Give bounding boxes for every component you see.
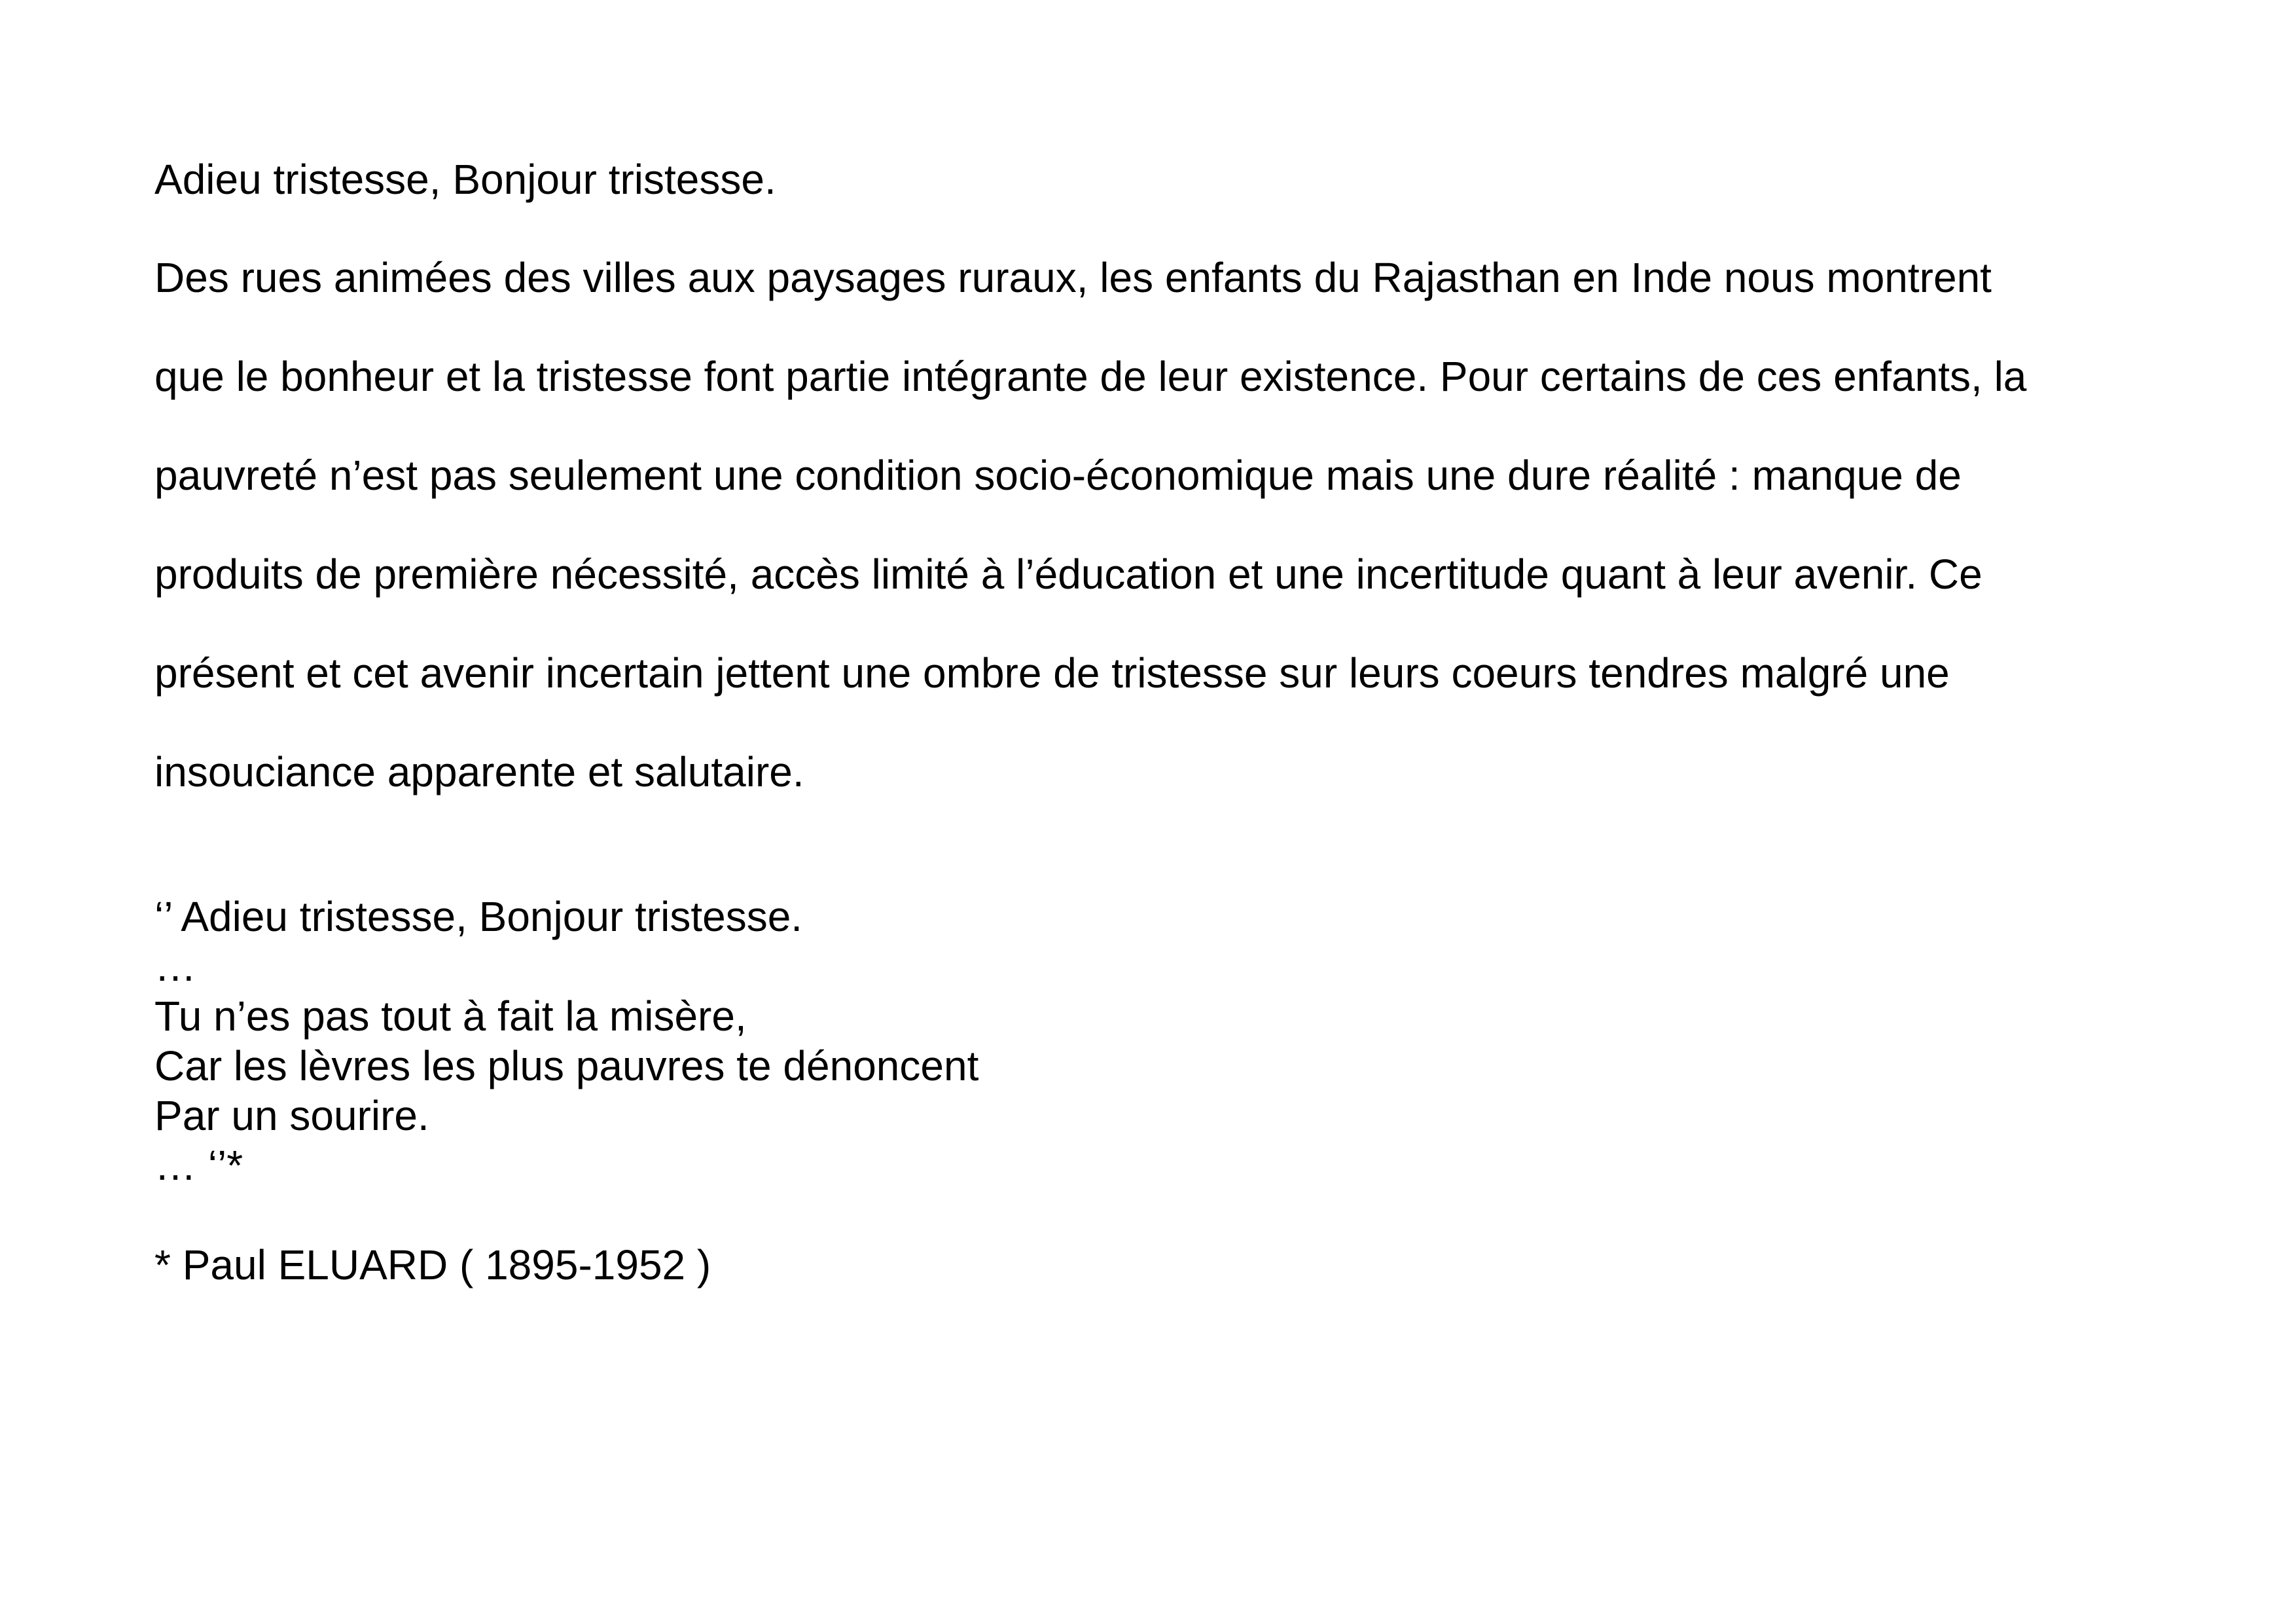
body-line: présent et cet avenir incertain jettent une ombre de tristesse sur leurs coeurs tendres malgré une [154, 649, 1950, 697]
body-line: que le bonheur et la tristesse font partie intégrante de leur existence. Pour certains de ces enfants, la [154, 353, 2027, 400]
poem-line: … [154, 943, 196, 990]
document-content [154, 153, 2183, 1288]
poem-line: Tu n’es pas tout à fait la misère, [154, 993, 747, 1040]
document-title: Adieu tristesse, Bonjour tristesse. [154, 156, 776, 203]
poem-quote [154, 892, 978, 1190]
body-line: pauvreté n’est pas seulement une condition socio-économique mais une dure réalité : manque de [154, 452, 1962, 499]
poem-line: Par un sourire. [154, 1092, 429, 1139]
body-line: produits de première nécessité, accès limité à l’éducation et une incertitude quant à leur avenir. Ce [154, 551, 1982, 598]
body-line: insouciance apparente et salutaire. [154, 748, 804, 795]
poem-line: ‘’ Adieu tristesse, Bonjour tristesse. [154, 893, 803, 940]
body-line: Des rues animées des villes aux paysages ruraux, les enfants du Rajasthan en Inde nous montrent [154, 254, 1992, 301]
body-paragraph [154, 251, 2026, 845]
author-credit: * Paul ELUARD ( 1895-1952 ) [154, 1241, 711, 1288]
poem-line: Car les lèvres les plus pauvres te dénoncent [154, 1042, 979, 1089]
poem-line: … ‘’* [154, 1142, 243, 1189]
